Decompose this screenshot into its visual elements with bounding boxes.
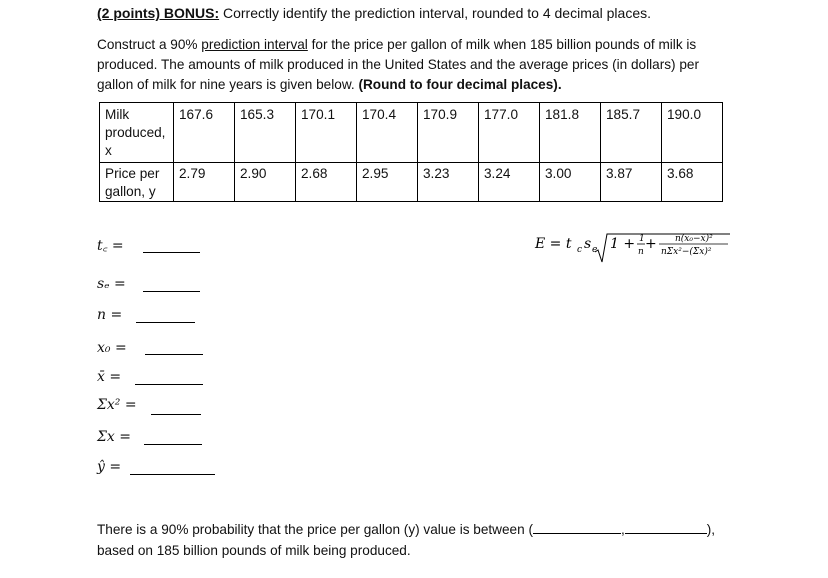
price-cell: 3.24 xyxy=(479,163,540,202)
lower-bound-blank[interactable] xyxy=(533,521,621,534)
milk-cell: 181.8 xyxy=(540,103,601,163)
formula-n: n xyxy=(638,247,644,257)
close-paren: ), xyxy=(706,522,716,537)
price-cell: 2.68 xyxy=(296,163,357,202)
milk-cell: 185.7 xyxy=(601,103,662,163)
conclusion xyxy=(97,519,715,561)
rounding-instruction: (Round to four decimal places). xyxy=(358,77,562,92)
prediction-interval-term: prediction interval xyxy=(201,37,308,52)
xbar-label: x̄ = xyxy=(97,369,122,385)
milk-cell: 190.0 xyxy=(662,103,723,163)
formula-plus: + xyxy=(645,236,657,252)
milk-row xyxy=(100,103,723,163)
bonus-header xyxy=(97,5,651,21)
formula-inner: 1 + xyxy=(610,236,636,252)
price-cell: 2.90 xyxy=(235,163,296,202)
sumx2-label: Σx² = xyxy=(97,397,137,413)
n-label: n = xyxy=(97,307,123,323)
conclusion-line2: based on 185 billion pounds of milk being produced. xyxy=(97,543,411,558)
price-cell: 3.00 xyxy=(540,163,601,202)
formula-sub-e: e xyxy=(592,245,598,255)
milk-cell: 177.0 xyxy=(479,103,540,163)
sumx-label: Σx = xyxy=(97,429,131,445)
price-cell: 2.79 xyxy=(174,163,235,202)
intro-text-2: for the price per gallon of milk when 185 billion pounds of milk is produced. The amounts of milk produced in the United States and the average prices (in dollars) per gallon of milk for nine years is given below. xyxy=(97,37,699,92)
formula-one: 1 xyxy=(639,234,645,244)
milk-cell: 165.3 xyxy=(235,103,296,163)
milk-cell: 170.1 xyxy=(296,103,357,163)
milk-cell: 170.4 xyxy=(357,103,418,163)
price-cell: 2.95 xyxy=(357,163,418,202)
intro-text-1: Construct a 90% xyxy=(97,37,202,52)
formula-s: s xyxy=(584,236,592,252)
yhat-answer-blank[interactable] xyxy=(130,474,215,475)
x0-answer-blank[interactable] xyxy=(145,354,203,355)
price-cell: 3.23 xyxy=(418,163,479,202)
tc-label: t꜀ = xyxy=(97,238,124,254)
tc-answer-blank[interactable] xyxy=(143,252,200,253)
margin-of-error-formula xyxy=(535,230,735,270)
price-row xyxy=(100,163,723,202)
problem-statement xyxy=(97,35,737,95)
price-cell: 3.68 xyxy=(662,163,723,202)
bonus-text: Correctly identify the prediction interval, rounded to 4 decimal places. xyxy=(219,5,651,21)
bonus-label: (2 points) BONUS: xyxy=(97,5,220,21)
se-answer-blank[interactable] xyxy=(143,291,200,292)
formula-denominator: nΣx²−(Σx)² xyxy=(661,247,712,257)
price-cell: 3.87 xyxy=(601,163,662,202)
upper-bound-blank[interactable] xyxy=(625,521,707,534)
sumx-answer-blank[interactable] xyxy=(144,444,202,445)
xbar-answer-blank[interactable] xyxy=(135,384,203,385)
x0-label: x₀ = xyxy=(97,340,127,356)
milk-cell: 167.6 xyxy=(174,103,235,163)
conclusion-text: There is a 90% probability that the price per gallon (y) value is between ( xyxy=(97,522,533,537)
price-row-header: Price per gallon, y xyxy=(100,163,174,202)
sumx2-answer-blank[interactable] xyxy=(151,414,201,415)
milk-cell: 170.9 xyxy=(418,103,479,163)
n-answer-blank[interactable] xyxy=(136,322,195,323)
formula-sub-c: c xyxy=(577,245,583,255)
formula-lhs: E = t xyxy=(535,236,572,252)
comma: , xyxy=(620,522,625,537)
milk-row-header: Milk produced, x xyxy=(100,103,174,163)
yhat-label: ŷ = xyxy=(97,459,122,475)
data-table xyxy=(99,102,723,202)
se-label: sₑ = xyxy=(97,276,126,292)
formula-numerator: n(x₀−x̄)² xyxy=(675,234,713,244)
formula-svg xyxy=(535,230,735,266)
